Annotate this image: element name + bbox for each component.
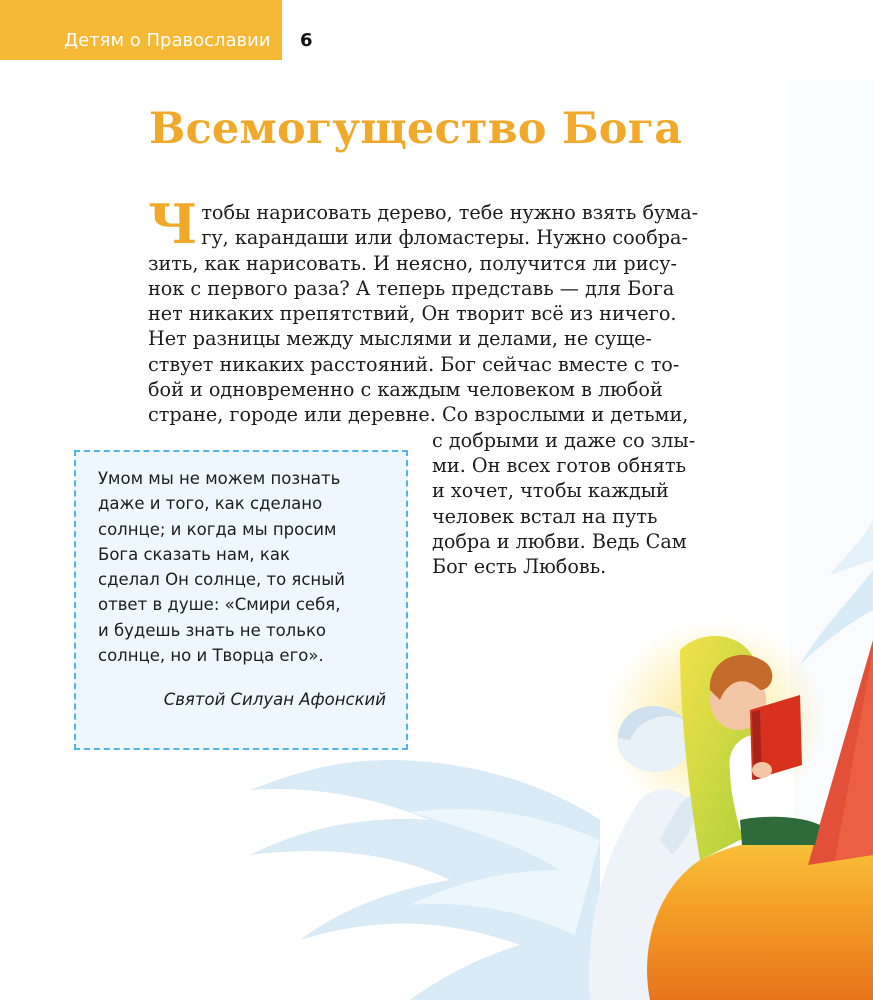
text-line: добра и любви. Ведь Сам	[432, 529, 687, 553]
quote-author: Святой Силуан Афонский	[163, 690, 386, 710]
text-line: ствует никаких расстояний. Бог сейчас вместе с то-	[148, 352, 680, 376]
quote-box	[74, 450, 408, 750]
dropcap-letter: Ч	[148, 192, 198, 256]
text-line: тобы нарисовать дерево, тебе нужно взять бума-	[201, 201, 699, 224]
section-title: Детям о Православии	[64, 30, 271, 51]
text-line: человек встал на путь	[432, 504, 658, 528]
text-line: гу, карандаши или фломастеры. Нужно сообра-	[201, 226, 688, 250]
text-line: Нет разницы между мыслями и делами, не суще-	[148, 327, 653, 351]
page-number: 6	[300, 30, 313, 51]
text-line: стране, городе или деревне. Со взрослыми и детьми,	[148, 403, 689, 427]
text-line: зить, как нарисовать. И неясно, получится ли рису-	[148, 251, 678, 275]
quote-line: даже и того, как сделано	[98, 494, 323, 514]
text-line: Бог есть Любовь.	[432, 555, 607, 579]
text-line: с добрыми и даже со злы-	[432, 428, 696, 452]
quote-line: сделал Он солнце, то ясный	[98, 570, 345, 590]
text-line: нок с первого раза? А теперь представь — для Бога	[148, 276, 675, 300]
text-line: ми. Он всех готов обнять	[432, 453, 687, 477]
quote-line: солнце; и когда мы просим	[98, 519, 337, 539]
quote-line: ответ в душе: «Смири себя,	[98, 595, 341, 615]
quote-line: солнце, но и Творца его».	[98, 646, 324, 666]
quote-line: и будешь знать не только	[98, 620, 327, 640]
text-line: нет никаких препятствий, Он творит всё из ничего.	[148, 302, 677, 326]
quote-line: Бога сказать нам, как	[98, 544, 290, 564]
page-title: Всемогущество Бога	[149, 104, 683, 154]
quote-line: Умом мы не можем познать	[98, 469, 341, 488]
text-line: бой и одновременно с каждым человеком в любой	[148, 378, 663, 402]
text-line: и хочет, чтобы каждый	[432, 479, 669, 503]
